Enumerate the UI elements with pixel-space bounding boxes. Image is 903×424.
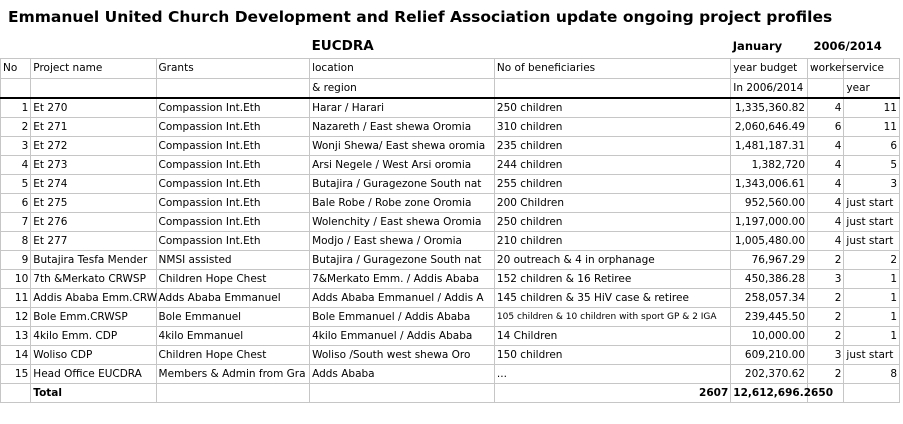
cell-service: 1 — [844, 308, 900, 327]
cell-service: just start — [844, 213, 900, 232]
col-workers-header: worker — [808, 58, 844, 78]
cell-grant: Children Hope Chest — [156, 270, 310, 289]
cell-beneficiaries: 152 children & 16 Retiree — [494, 270, 730, 289]
cell-budget: 1,481,187.31 — [731, 137, 808, 156]
cell-workers: 6 — [808, 118, 844, 137]
cell-budget: 1,005,480.00 — [731, 232, 808, 251]
cell-grant: Adds Ababa Emmanuel — [156, 289, 310, 308]
cell-grant: Members & Admin from Gra — [156, 365, 310, 384]
cell-beneficiaries: 150 children — [494, 346, 730, 365]
table-row — [1, 118, 900, 137]
cell-grant: Compassion Int.Eth — [156, 213, 310, 232]
cell-grant: Compassion Int.Eth — [156, 232, 310, 251]
cell-grant: Compassion Int.Eth — [156, 98, 310, 118]
cell-service: 2 — [844, 251, 900, 270]
cell-location: Modjo / East shewa / Oromia — [310, 232, 495, 251]
cell-workers: 4 — [808, 156, 844, 175]
cell-location: Harar / Harari — [310, 98, 495, 118]
cell-no: 1 — [1, 98, 31, 118]
cell-beneficiaries: 235 children — [494, 137, 730, 156]
cell-service: 6 — [844, 137, 900, 156]
cell-location: Arsi Negele / West Arsi oromia — [310, 156, 495, 175]
cell-service: just start — [844, 232, 900, 251]
total-beneficiaries: 2607 — [494, 384, 730, 403]
cell-beneficiaries: 145 children & 35 HiV case & retiree — [494, 289, 730, 308]
cell-location: 4kilo Emmanuel / Addis Ababa — [310, 327, 495, 346]
cell-no: 10 — [1, 270, 31, 289]
cell-no: 15 — [1, 365, 31, 384]
cell-project: Et 271 — [31, 118, 156, 137]
cell-budget: 952,560.00 — [731, 194, 808, 213]
total-budget: 12,612,696.26 — [731, 384, 808, 403]
col-no-header: No — [1, 58, 31, 78]
cell-beneficiaries: 105 children & 10 children with sport GP & 2 IGA — [494, 308, 730, 327]
cell-no: 4 — [1, 156, 31, 175]
cell-beneficiaries: 200 Children — [494, 194, 730, 213]
col-location-header: location — [310, 58, 495, 78]
cell-budget: 1,382,720 — [731, 156, 808, 175]
cell-project: 7th &Merkato CRWSP — [31, 270, 156, 289]
cell-workers: 2 — [808, 327, 844, 346]
cell-service: 5 — [844, 156, 900, 175]
cell-project: Bole Emm.CRWSP — [31, 308, 156, 327]
cell-project: Et 276 — [31, 213, 156, 232]
cell-beneficiaries: 14 Children — [494, 327, 730, 346]
cell-no: 2 — [1, 118, 31, 137]
table-row — [1, 98, 900, 118]
cell-project: Et 273 — [31, 156, 156, 175]
cell-grant: Compassion Int.Eth — [156, 137, 310, 156]
table-row — [1, 194, 900, 213]
table-row — [1, 327, 900, 346]
cell-service: 1 — [844, 270, 900, 289]
col-grants-header: Grants — [156, 58, 310, 78]
cell-location: Adds Ababa Emmanuel / Addis A — [310, 289, 495, 308]
cell-project: Head Office EUCDRA — [31, 365, 156, 384]
col-budget-header-2: In 2006/2014 — [731, 78, 808, 98]
cell-workers: 3 — [808, 270, 844, 289]
cell-location: Butajira / Guragezone South nat — [310, 251, 495, 270]
sheet-title: Emmanuel United Church Development and Relief Association update ongoing project profiles — [8, 8, 833, 26]
cell-project: Addis Ababa Emm.CRW — [31, 289, 156, 308]
cell-beneficiaries: 244 children — [494, 156, 730, 175]
cell-location: Wonji Shewa/ East shewa oromia — [310, 137, 495, 156]
header-row-1 — [1, 58, 900, 78]
cell-project: Et 275 — [31, 194, 156, 213]
cell-workers: 4 — [808, 232, 844, 251]
cell-budget: 1,335,360.82 — [731, 98, 808, 118]
table-row — [1, 232, 900, 251]
cell-service: just start — [844, 346, 900, 365]
cell-beneficiaries: ... — [494, 365, 730, 384]
cell-budget: 10,000.00 — [731, 327, 808, 346]
cell-workers: 4 — [808, 98, 844, 118]
cell-workers: 4 — [808, 213, 844, 232]
total-row — [1, 384, 900, 403]
cell-budget: 76,967.29 — [731, 251, 808, 270]
cell-project: Et 277 — [31, 232, 156, 251]
cell-no: 7 — [1, 213, 31, 232]
cell-workers: 4 — [808, 137, 844, 156]
subtitle-row — [1, 34, 900, 58]
cell-no: 11 — [1, 289, 31, 308]
table-row — [1, 270, 900, 289]
cell-budget: 609,210.00 — [731, 346, 808, 365]
cell-project: Butajira Tesfa Mender — [31, 251, 156, 270]
total-workers: 50 — [808, 384, 844, 403]
cell-grant: Compassion Int.Eth — [156, 194, 310, 213]
col-service-header: service — [844, 58, 900, 78]
cell-workers: 4 — [808, 175, 844, 194]
cell-no: 14 — [1, 346, 31, 365]
cell-service: 1 — [844, 289, 900, 308]
cell-location: Bale Robe / Robe zone Oromia — [310, 194, 495, 213]
cell-no: 5 — [1, 175, 31, 194]
cell-project: Et 274 — [31, 175, 156, 194]
col-service-header-2: year — [844, 78, 900, 98]
cell-grant: NMSI assisted — [156, 251, 310, 270]
cell-project: Et 272 — [31, 137, 156, 156]
table-row — [1, 213, 900, 232]
cell-project: Woliso CDP — [31, 346, 156, 365]
cell-workers: 4 — [808, 194, 844, 213]
cell-budget: 202,370.62 — [731, 365, 808, 384]
cell-project: 4kilo Emm. CDP — [31, 327, 156, 346]
cell-budget: 450,386.28 — [731, 270, 808, 289]
cell-grant: Compassion Int.Eth — [156, 175, 310, 194]
cell-service: 3 — [844, 175, 900, 194]
table-row — [1, 346, 900, 365]
project-table — [0, 34, 900, 403]
cell-workers: 2 — [808, 365, 844, 384]
cell-grant: Bole Emmanuel — [156, 308, 310, 327]
cell-service: 1 — [844, 327, 900, 346]
cell-service: 8 — [844, 365, 900, 384]
table-row — [1, 175, 900, 194]
cell-beneficiaries: 250 children — [494, 213, 730, 232]
col-budget-header: year budget — [731, 58, 808, 78]
cell-service: 11 — [844, 118, 900, 137]
table-row — [1, 251, 900, 270]
table-row — [1, 137, 900, 156]
cell-no: 9 — [1, 251, 31, 270]
cell-location: Bole Emmanuel / Addis Ababa — [310, 308, 495, 327]
period-label: 2006/2014 — [808, 34, 900, 58]
cell-budget: 2,060,646.49 — [731, 118, 808, 137]
col-beneficiaries-header: No of beneficiaries — [494, 58, 730, 78]
cell-budget: 1,343,006.61 — [731, 175, 808, 194]
cell-beneficiaries: 20 outreach & 4 in orphanage — [494, 251, 730, 270]
cell-workers: 2 — [808, 308, 844, 327]
table-row — [1, 365, 900, 384]
cell-project: Et 270 — [31, 98, 156, 118]
cell-service: 11 — [844, 98, 900, 118]
table-row — [1, 289, 900, 308]
cell-no: 8 — [1, 232, 31, 251]
table-row — [1, 156, 900, 175]
cell-budget: 258,057.34 — [731, 289, 808, 308]
cell-no: 12 — [1, 308, 31, 327]
cell-grant: Compassion Int.Eth — [156, 118, 310, 137]
month-label: January — [731, 34, 808, 58]
cell-budget: 1,197,000.00 — [731, 213, 808, 232]
header-row-2 — [1, 78, 900, 98]
cell-location: Woliso /South west shewa Oro — [310, 346, 495, 365]
col-location-header-2: & region — [310, 78, 495, 98]
cell-grant: Children Hope Chest — [156, 346, 310, 365]
cell-beneficiaries: 250 children — [494, 98, 730, 118]
cell-location: 7&Merkato Emm. / Addis Ababa — [310, 270, 495, 289]
cell-service: just start — [844, 194, 900, 213]
cell-beneficiaries: 310 children — [494, 118, 730, 137]
cell-grant: Compassion Int.Eth — [156, 156, 310, 175]
cell-location: Adds Ababa — [310, 365, 495, 384]
cell-beneficiaries: 255 children — [494, 175, 730, 194]
cell-workers: 2 — [808, 251, 844, 270]
cell-beneficiaries: 210 children — [494, 232, 730, 251]
cell-no: 13 — [1, 327, 31, 346]
total-label: Total — [31, 384, 156, 403]
org-abbr: EUCDRA — [310, 34, 495, 58]
table-row — [1, 308, 900, 327]
cell-workers: 2 — [808, 289, 844, 308]
cell-budget: 239,445.50 — [731, 308, 808, 327]
col-project-header: Project name — [31, 58, 156, 78]
cell-grant: 4kilo Emmanuel — [156, 327, 310, 346]
cell-location: Butajira / Guragezone South nat — [310, 175, 495, 194]
cell-no: 3 — [1, 137, 31, 156]
cell-location: Nazareth / East shewa Oromia — [310, 118, 495, 137]
cell-location: Wolenchity / East shewa Oromia — [310, 213, 495, 232]
cell-workers: 3 — [808, 346, 844, 365]
cell-no: 6 — [1, 194, 31, 213]
